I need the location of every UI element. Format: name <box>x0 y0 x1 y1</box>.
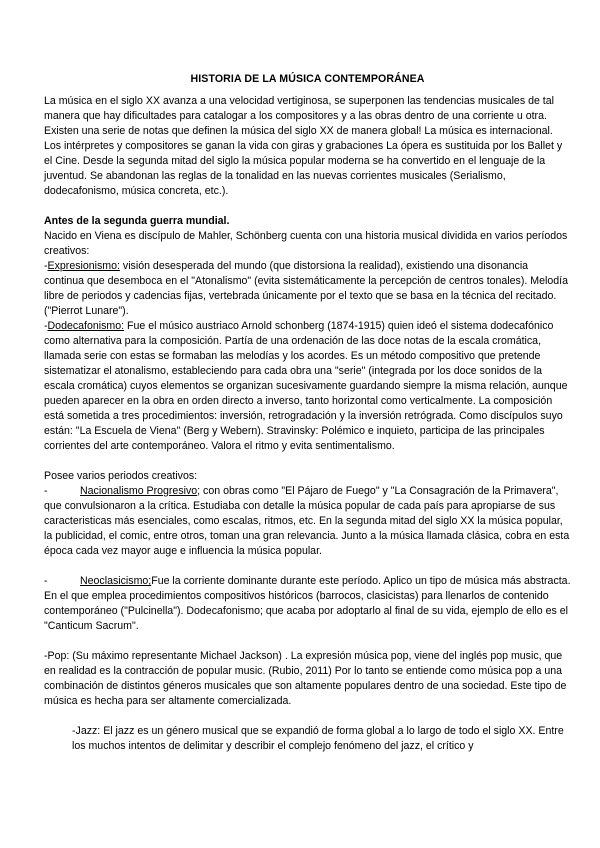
periods-lead: Posee varios periodos creativos: <box>44 470 198 482</box>
pop-paragraph: -Pop: (Su máximo representante Michael Jackson) . La expresión música pop, viene del inglés pop music, que en realidad es la contracción de popular music. (Rubio, 2011) Por lo tanto se entiende como música pop a una combinación de distintos géneros musicales que son altamente populares dentro de una sociedad. Este tipo de música es hecha para ser altamente comercializada. <box>44 650 567 707</box>
intro-paragraph: La música en el siglo XX avanza a una velocidad vertiginosa, se superponen las tendencias musicales de tal manera que hay dificultades para catalogar a los compositores y a las obras dentro de una corriente u otra. Existen una serie de notas que definen la música del siglo XX de manera global! La música es internacional. Los intérpretes y compositores se ganan la vida con giras y grabaciones La ópera es sustituida por los Ballet y el Cine. Desde la segunda mitad del siglo la música popular moderna se ha convertido en el lenguaje de la juventud. Se abandonan las reglas de la tonalidad en las nuevas corrientes musicales (Serialismo, dodecafonismo, música concreta, etc.). <box>44 95 563 197</box>
document-body <box>44 72 571 754</box>
nacionalismo-paragraph: - Nacionalismo Progresivo; con obras como "El Pájaro de Fuego" y "La Consagración de la Primavera", que convulsionaron a la crítica. Estudiaba con detalle la música popular de cada país para apropiarse de sus caracteristicas más esenciales, como escalas, ritmos, etc. En la segunda mitad del siglo XX la música popular, la publicidad, el comic, entre otros, toman una gran relevancia. Junto a la música llamada clásica, cobra en esta época cada vez mayor auge e influencia la música popular. <box>44 485 570 557</box>
dodecafonismo-term: Dodecafonismo: <box>47 320 125 332</box>
dodecafonismo-paragraph: -Dodecafonismo: Fue el músico austriaco Arnold schonberg (1874-1915) quien ideó el sistema dodecafónico como alternativa para la composición. Partía de una ordenación de las doce notas de la escala cromática, llamada serie con estas se formaban las melodías y los acordes. Es un método compositivo que pretende sistematizar el atonalismo, estableciendo para cada obra una "serie" (integrada por los doce sonidos de la escala cromática) cuyos elementos se organizan sucesivamente guardando siempre la misma relación, aunque pueden aparecer en la obra en orden directo a inverso, tanto horizontal como verticalmente. La composición está sometida a tres procedimientos: inversión, retrogradación y la inversión retrógrada. Como discípulos suyo están: "La Escuela de Viena" (Berg y Webern). Stravinsky: Polémico e inquieto, participa de las principales corrientes del arte contemporáneo. Valora el ritmo y evita sentimentalismo. <box>44 320 568 452</box>
neoclasicismo-term: Neoclasicismo; <box>80 575 152 587</box>
nacionalismo-term: Nacionalismo Progresivo <box>80 485 198 497</box>
expresionismo-paragraph: -Expresionismo: visión desesperada del mundo (que distorsiona la realidad), existiendo una disonancia continua que desemboca en el "Atonalismo" (evita sistemáticamente la percepción de centros tonales). Melodía libre de periodos y cadencias fijas, vertebrada únicamente por el texto que se basa en la técnica del recitado. ("Pierrot Lunare"). <box>44 260 568 317</box>
section-heading: Antes de la segunda guerra mundial. <box>44 215 230 227</box>
document-title: HISTORIA DE LA MÚSICA CONTEMPORÁNEA <box>190 73 425 85</box>
schonberg-lead: Nacido en Viena es discípulo de Mahler, Schönberg cuenta con una historia musical dividida en varios períodos creativos: <box>44 230 568 257</box>
neoclasicismo-paragraph: - Neoclasicismo;Fue la corriente dominante durante este período. Aplico un tipo de música más abstracta. En el que emplea procedimientos compositivos históricos (barrocos, clasicistas) para llenarlos de contenido contemporáneo ("Pulcinella"). Dodecafonismo; que acaba por adoptarlo al final de su vida, ejemplo de ello es el "Canticum Sacrum". <box>44 575 571 632</box>
jazz-paragraph: -Jazz: El jazz es un género musical que se expandió de forma global a lo largo de todo el siglo XX. Entre los muchos intentos de delimitar y describir el complejo fenómeno del jazz, el crítico y <box>72 725 564 752</box>
expresionismo-term: Expresionismo: <box>47 260 120 272</box>
